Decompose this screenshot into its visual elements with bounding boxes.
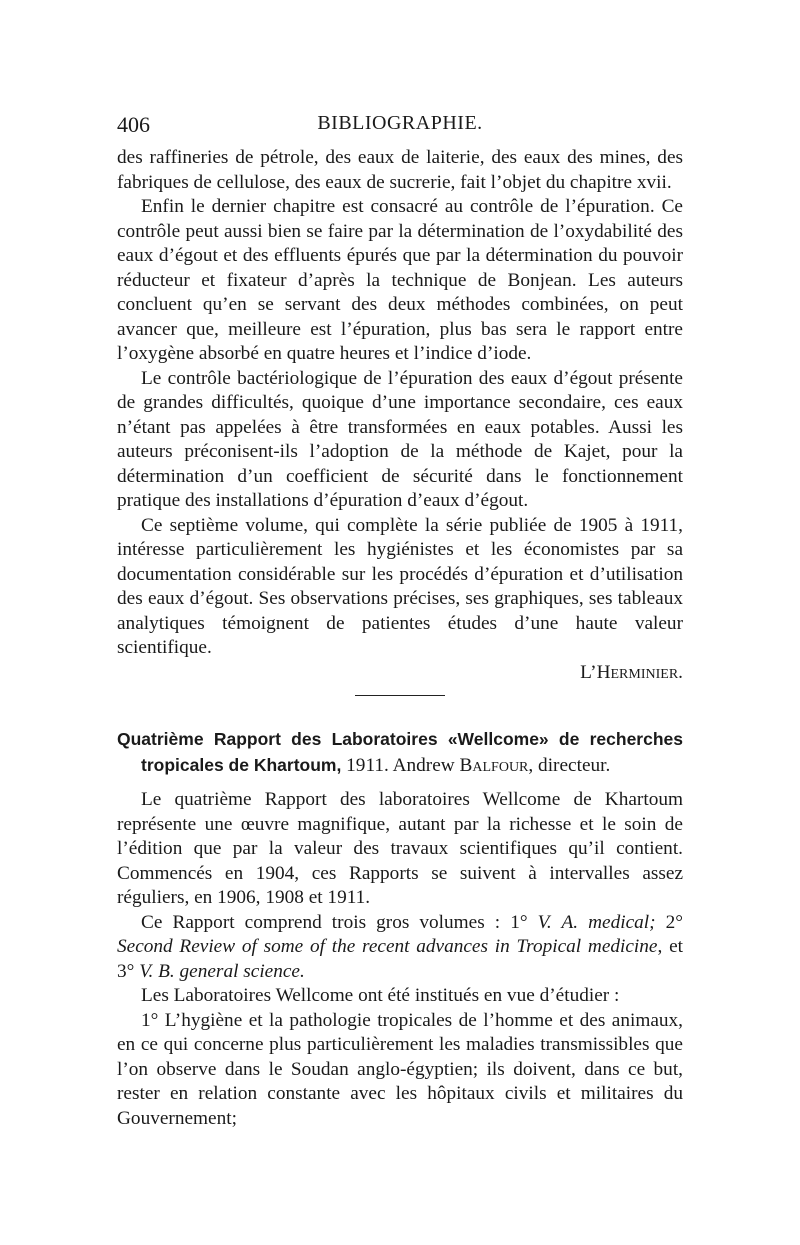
review2-p2-mid1: 2° — [665, 911, 683, 933]
review2-volume-3: V. B. general science. — [139, 960, 305, 982]
review1-paragraph-1: des raffineries de pétrole, des eaux de laiterie, des eaux des mines, des fabriques de cellulose, des eaux de sucrerie, fait l’objet du chapitre xvii. — [117, 147, 683, 193]
running-title: BIBLIOGRAPHIE. — [317, 112, 483, 134]
review2-paragraph-4: 1° L’hygiène et la pathologie tropicales de l’homme et des animaux, en ce qui concerne plus particulièrement les maladies transmissibles que l’on observe dans le Soudan anglo-égyptien; ils doivent, dans ce but, rester en relation constante avec les hôpitaux civils et militaires du Gouvernement; — [117, 1009, 683, 1129]
section-divider — [355, 695, 445, 696]
review2-author-first: Andrew — [392, 754, 455, 776]
review2-volume-2: Second Review of some of the recent advances in Tropical medicine — [117, 936, 658, 957]
review1-paragraph-4 — [117, 514, 683, 686]
review2-title — [117, 727, 683, 778]
running-header — [117, 112, 683, 138]
review2-author-last: Balfour — [459, 754, 529, 776]
review2-volume-1: V. A. medical; — [537, 911, 656, 933]
review2-p2-mid2: , et 3° — [117, 936, 683, 982]
review2-heading: Quatrième Rapport des Laboratoires «Wellcome» de recherches tropicales de Khartoum, — [117, 729, 683, 775]
review2-paragraph-1: Le quatrième Rapport des laboratoires Wellcome de Khartoum représente une œuvre magnifique, autant par la richesse et le soin de l’édition que par la valeur des travaux scientifiques qu’il contient. Commencés en 1904, ces Rapports se suivent à intervalles assez réguliers, en 1906, 1908 et 1911. — [117, 789, 683, 908]
page-number: 406 — [117, 112, 150, 137]
review2-paragraph-3: Les Laboratoires Wellcome ont été institués en vue d’étudier : — [141, 985, 620, 1006]
review2-p2-start: Ce Rapport comprend trois gros volumes : 1° — [141, 911, 528, 933]
page-body — [117, 146, 683, 1131]
review1-paragraph-4-text: Ce septième volume, qui complète la série publiée de 1905 à 1911, intéresse particulièrement les hygiénistes et les économistes par sa documentation considérable sur les procédés d’épuration et d’utilisation des eaux d’égout. Ses observations précises, ses graphiques, ses tableaux analytiques témoignent de patientes études d’une haute valeur scientifique. — [117, 514, 683, 658]
review1-paragraph-3: Le contrôle bactériologique de l’épuration des eaux d’égout présente de grandes difficultés, quoique d’une importance secondaire, ces eaux n’étant pas appelées à être transformées en eaux potables. Aussi les auteurs préconisent-ils l’adoption de la méthode de Kajet, pour la détermination d’un coefficient de sécurité dans le fonctionnement pratique des installations d’épuration d’eaux d’égout. — [117, 367, 683, 511]
review2-year: 1911. — [346, 754, 389, 776]
review2-role: , directeur. — [528, 754, 611, 776]
signature: L’Herminier. — [580, 661, 683, 683]
review1-paragraph-2: Enfin le dernier chapitre est consacré au contrôle de l’épuration. Ce contrôle peut aussi bien se faire par la détermination de l’oxydabilité des eaux d’égout et des effluents épurés que par la détermination du pouvoir réducteur et fixateur d’après la technique de Bonjean. Les auteurs concluent qu’en se servant des deux méthodes combinées, on peut avancer que, meilleure est l’épuration, plus bas sera le rapport entre l’oxygène absorbé en quatre heures et l’indice d’iode. — [117, 196, 683, 364]
review2-paragraph-2 — [117, 911, 683, 985]
